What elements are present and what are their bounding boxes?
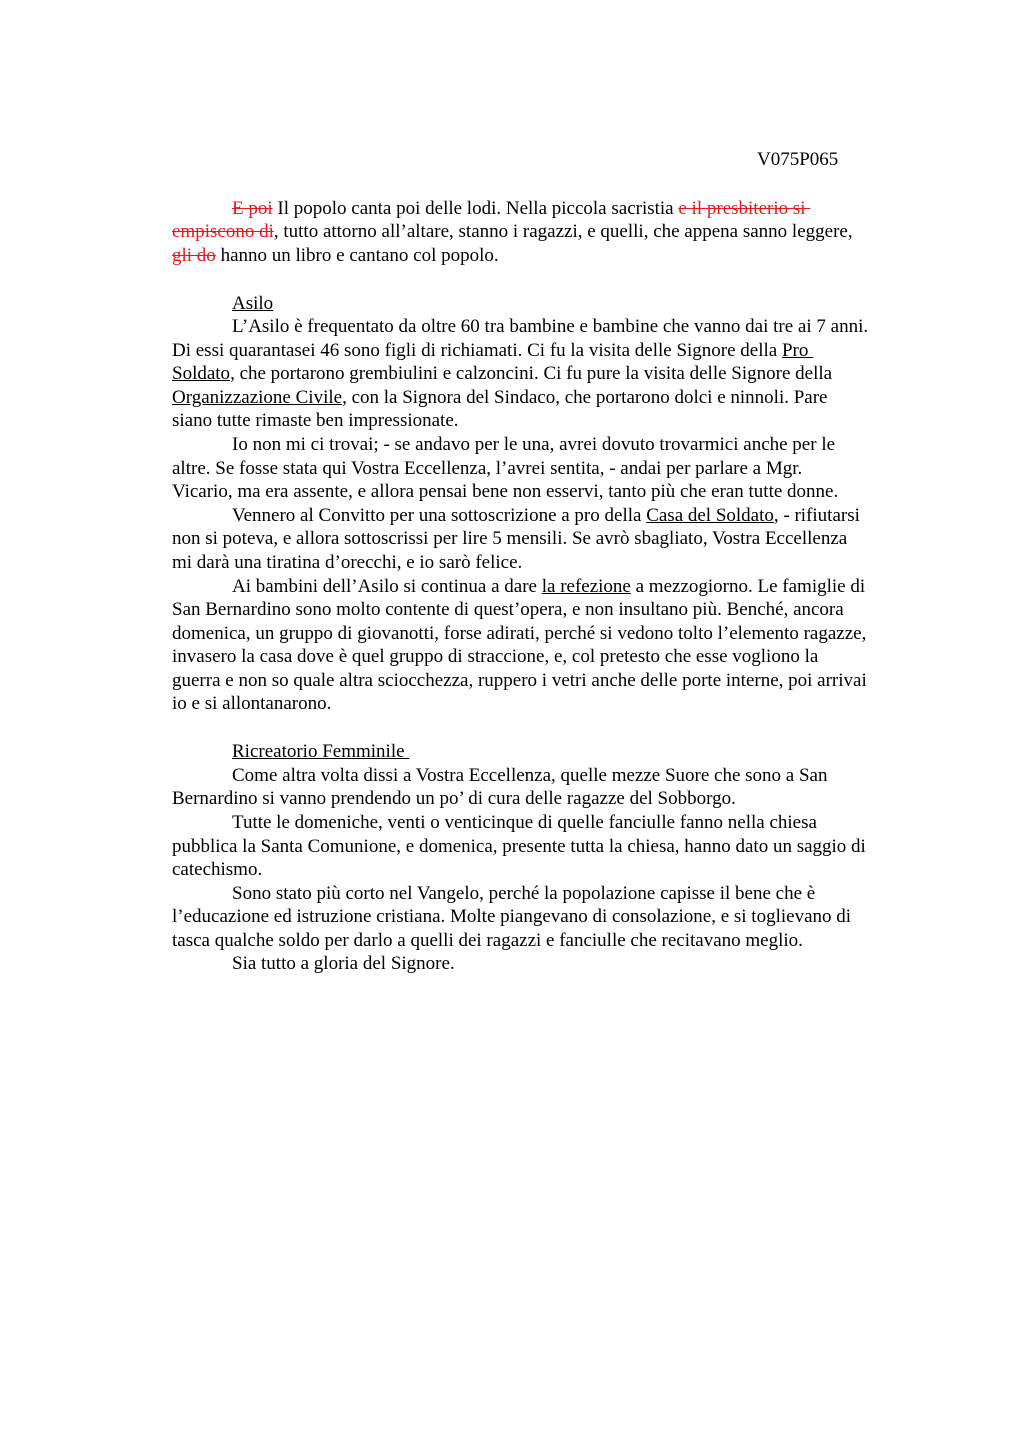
page-code: V075P065 [757, 149, 839, 170]
text-line [172, 386, 828, 410]
text-span: Ai bambini dell’Asilo si continua a dare [232, 576, 542, 597]
text-span: , con la Signora del Sindaco, che portarono dolci e ninnoli. Pare [342, 387, 828, 408]
text-line [172, 220, 853, 244]
text-line: tasca qualche soldo per darlo a quelli dei ragazzi e fanciulle che recitavano meglio. [172, 930, 803, 951]
text-span: hanno un libro e cantano col popolo. [215, 245, 499, 266]
text-line [172, 362, 832, 386]
text-line: L’Asilo è frequentato da oltre 60 tra bambine e bambine che vanno dai tre ai 7 anni. [232, 316, 869, 337]
underlined-text: Organizzazione Civile [172, 387, 343, 408]
deleted-text: empiscono di [172, 221, 274, 242]
text-line: Bernardino si vanno prendendo un po’ di cura delle ragazze del Sobborgo. [172, 788, 736, 809]
text-line: Come altra volta dissi a Vostra Eccellenza, quelle mezze Suore che sono a San [232, 765, 828, 786]
text-line [172, 244, 499, 268]
text-line: Vicario, ma era assente, e allora pensai bene non esservi, tanto più che eran tutte donne. [172, 481, 839, 502]
deleted-text: gli do [172, 245, 216, 266]
text-line: Tutte le domeniche, venti o venticinque di quelle fanciulle fanno nella chiesa [232, 812, 817, 833]
underlined-text: Casa del Soldato [646, 505, 774, 526]
text-span: a mezzogiorno. Le famiglie di [630, 576, 866, 597]
text-line [172, 339, 813, 363]
text-line: San Bernardino sono molto contente di quest’opera, e non insultano più. Benché, ancora [172, 599, 844, 620]
section-heading-ricreatorio: Ricreatorio Femminile [232, 741, 410, 762]
text-line: invasero la casa dove è quel gruppo di straccione, e, col pretesto che esse vogliono la [172, 646, 819, 667]
underlined-text: Pro [781, 340, 814, 361]
underlined-text: Soldato [172, 363, 231, 384]
deleted-text: E poi [232, 198, 273, 219]
text-span: Di essi quarantasei 46 sono figli di richiamati. Ci fu la visita delle Signore della [172, 340, 782, 361]
text-line [232, 197, 810, 221]
text-line: io e si allontanarono. [172, 693, 332, 714]
text-line: pubblica la Santa Comunione, e domenica, presente tutta la chiesa, hanno dato un saggio di [172, 836, 866, 857]
underlined-text: la refezione [541, 576, 631, 597]
text-line: non si poteva, e allora sottoscrissi per lire 5 mensili. Se avrò sbagliato, Vostra Eccellenza [172, 528, 848, 549]
text-span: , che portarono grembiulini e calzoncini. Ci fu pure la visita delle Signore della [230, 363, 833, 384]
deleted-text: e il presbiterio si [678, 198, 811, 219]
text-span: , tutto attorno all’altare, stanno i ragazzi, e quelli, che appena sanno leggere, [273, 221, 853, 242]
text-span: Il popolo canta poi delle lodi. Nella piccola sacristia [272, 198, 679, 219]
text-span: Vennero al Convitto per una sottoscrizione a pro della [232, 505, 647, 526]
text-line: catechismo. [172, 859, 263, 880]
text-line: guerra e non so quale altra sciocchezza, ruppero i vetri anche delle porte interne, poi arrivai [172, 670, 867, 691]
text-line: mi darà una tiratina d’orecchi, e io sarò felice. [172, 552, 523, 573]
section-heading-asilo: Asilo [232, 293, 274, 314]
text-line: siano tutte rimaste ben impressionate. [172, 410, 459, 431]
text-line: Io non mi ci trovai; - se andavo per le una, avrei dovuto trovarmici anche per le [232, 434, 836, 455]
text-line: l’educazione ed istruzione cristiana. Molte piangevano di consolazione, e si toglievano di [172, 906, 852, 927]
text-span: , - rifiutarsi [773, 505, 860, 526]
text-line [232, 504, 860, 528]
text-line: Sia tutto a gloria del Signore. [232, 953, 455, 974]
text-line: domenica, un gruppo di giovanotti, forse adirati, perché si vedono tolto l’elemento ragazze, [172, 623, 867, 644]
text-line: Sono stato più corto nel Vangelo, perché la popolazione capisse il bene che è [232, 883, 816, 904]
text-line: altre. Se fosse stata qui Vostra Eccellenza, l’avrei sentita, - andai per parlare a Mgr. [172, 458, 803, 479]
text-line [232, 575, 865, 599]
